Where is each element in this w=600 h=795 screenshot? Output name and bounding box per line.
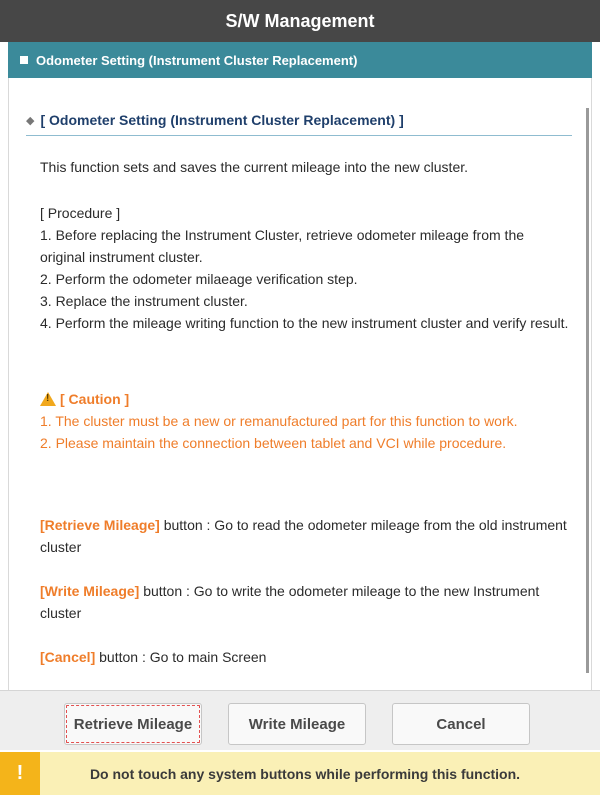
button-help-desc: button : Go to write the odometer mileage to the new Instrument cluster (40, 583, 540, 621)
square-bullet-icon (20, 56, 28, 64)
button-help-cancel (40, 646, 570, 668)
warning-triangle-icon (40, 392, 56, 406)
caution-item: 2. Please maintain the connection between tablet and VCI while procedure. (40, 435, 507, 451)
procedure-step: 3. Replace the instrument cluster. (40, 293, 248, 309)
write-mileage-button[interactable]: Write Mileage (228, 703, 366, 745)
intro-text: This function sets and saves the current mileage into the new cluster. (40, 159, 469, 175)
caution-heading (40, 388, 570, 410)
button-help-name: [Write Mileage] (40, 583, 140, 599)
procedure-step: 1. Before replacing the Instrument Cluster, retrieve odometer mileage from the original instrument cluster. (40, 227, 525, 265)
procedure-step: 2. Perform the odometer milaeage verification step. (40, 271, 358, 287)
button-help-retrieve (40, 514, 570, 558)
content-heading (26, 112, 404, 128)
button-help-name: [Retrieve Mileage] (40, 517, 160, 533)
heading-divider (26, 135, 572, 136)
caution-item: 1. The cluster must be a new or remanufactured part for this function to work. (40, 413, 518, 429)
button-help-desc: button : Go to main Screen (95, 649, 267, 665)
button-bar (0, 690, 600, 750)
section-title: Odometer Setting (Instrument Cluster Replacement) (36, 52, 358, 68)
diamond-bullet-icon: ◆ (26, 114, 35, 127)
warning-banner (0, 752, 600, 795)
scrollbar[interactable] (586, 108, 589, 673)
content-heading-text: [ Odometer Setting (Instrument Cluster Replacement) ] (40, 112, 404, 128)
exclamation-icon: ! (0, 752, 40, 795)
retrieve-mileage-button[interactable]: Retrieve Mileage (64, 703, 202, 745)
section-header (8, 42, 592, 78)
button-help-desc: button : Go to read the odometer mileage from the old instrument cluster (40, 517, 567, 555)
cancel-button[interactable]: Cancel (392, 703, 530, 745)
button-help-write (40, 580, 570, 624)
caution-block (40, 388, 570, 454)
procedure-block (40, 202, 570, 334)
caution-title: [ Caution ] (60, 391, 130, 407)
button-help-name: [Cancel] (40, 649, 96, 665)
warning-text: Do not touch any system buttons while performing this function. (89, 765, 521, 782)
window-title: S/W Management (0, 0, 600, 42)
procedure-step: 4. Perform the mileage writing function to the new instrument cluster and verify result. (40, 315, 569, 331)
procedure-title: [ Procedure ] (40, 205, 121, 221)
